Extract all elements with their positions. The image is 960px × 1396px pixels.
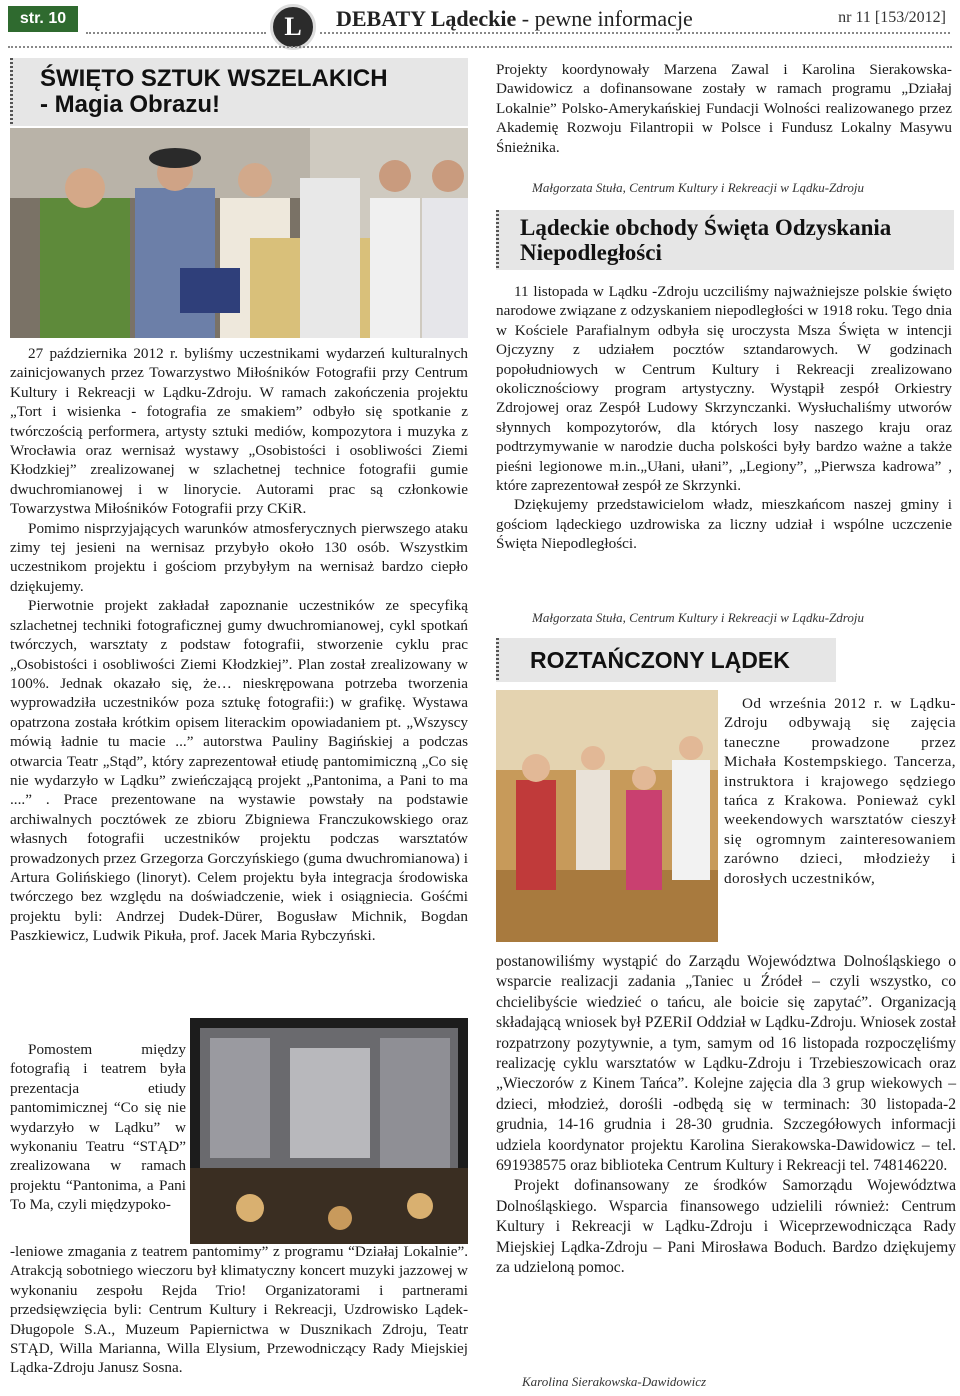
byline: Karolina Sierakowska-Dawidowicz [522, 1374, 707, 1389]
article1-body [10, 344, 468, 946]
article1-side-text [10, 1040, 186, 1215]
article2-title-line1: Lądeckie obchody Święta Odzyskania [520, 215, 892, 240]
byline: Małgorzata Stuła, Centrum Kultury i Rekreacji w Lądku-Zdroju [532, 180, 864, 195]
article1-title-line1: ŚWIĘTO SZTUK WSZELAKICH [40, 65, 388, 92]
right-top-paragraph: Projekty koordynowały Marzena Zawal i Karolina Sierakowska-Dawidowicz a dofinansowane zostały w ramach programu „Działaj Lokalnie” Polsko-Amerykańskiej Fundacji Wolności realizowanego przez Akademię Rozwoju Filantropii w Polsce i Fundusz Lokalny Masywu Śnieżnika. [496, 61, 952, 156]
article1-theatre-photo [190, 1018, 468, 1244]
article3-side-text [724, 694, 956, 888]
article1-closing [10, 1242, 468, 1378]
newspaper-logo: L [270, 4, 316, 50]
issue-number: nr 11 [153/2012] [838, 9, 946, 26]
article1-headline-box [10, 58, 468, 126]
article2-headline-box [496, 210, 954, 270]
article2-paragraph: Dziękujemy przedstawicielom władz, mieszkańcom naszej gminy i gościom lądeckiego uzdrowiska za liczny udział i wspólne uczczenie Święta Niepodległości. [496, 496, 952, 553]
article2-paragraph: 11 listopada w Lądku -Zdroju uczciliśmy najważniejsze polskie święto narodowe związane z odzyskaniem niepodległości w 1918 roku. Tego dnia w Kościele Parafialnym odbyła się uroczysta Msza Święta w intencji Ojczyzny z udziałem pocztów sztandarowych. W godzinach popołudniowych w Centrum Kultury i Rekreacji zrealizowano okolicznościowy program artystyczny. Wystąpił zespół Orkiestry Zdrojowej oraz Zespół Ludowy Skrzynczanki. Wysłuchaliśmy utworów słynnych kompozytorów, dla których losy naszego kraju oraz podtrzymywanie w narodzie ducha polskości były bardzo ważne a także pieśni legionowe m.in.„Ułani, ułani”, „Legiony”, „Pierwsza kadrowa” , które zaprezentował zespół ze Skrzynki. [496, 283, 952, 495]
right-top-text [496, 60, 952, 157]
byline: Małgorzata Stuła, Centrum Kultury i Rekreacji w Lądku-Zdroju [532, 610, 864, 625]
article2-title-line2: Niepodległości [520, 239, 662, 265]
dancing-children-photo-icon [496, 690, 718, 942]
newspaper-tagline: - pewne informacje [516, 6, 693, 31]
article1-paragraph: Pierwotnie projekt zakładał zapoznanie uczestników ze specyfiką szlachetnej techniki fotograficznej gumy dwuchromianowej, cykl spotkań twórczych, warsztaty z podstaw fotografii, stworzenie cyklu prac „Osobistości i osobliwości Ziemi Kłodzkiej”. Plan został zrealizowany w 100%. Jednak okazało się, że… nieskrępowana potrzeba tworzenia wyprowadziła uczestników poza sztukę fotografii:) w grafikę. Wystawa opatrzona została krótkim opisem literackim opowiadaniem pt. „Wszyscy mówią ładnie tu macie ...” autorstwa Pauliny Bagińskiej a podczas otwarcia Teatr „Stąd”, który zaprezentował etiudę pantomimiczną „Co się nie wydarzyło w Lądku” zwieńczającą projekt „Pantonima, a Pani to ma ....” . Prace prezentowane na wystawie powstały na podstawie archiwalnych pocztówek ze zbioru Zbigniewa Franczukowskiego oraz własnych fotografii uczestników projektu podczas warsztatów prowadzonych przez Grzegorza Gorczyńskiego (guma dwuchromianowa) i Artura Golińskiego (linoryt). Celem projektu była integracja środowiska twórczego bez względu na doświadczenie, wiek i osiągniecia. Gośćmi projektu byli: Andrzej Dudek-Dürer, Bogusław Michnik, Bogdan Paszkiewicz, Ludwik Pikuła, prof. Jacek Maria Rybczyński. [10, 597, 468, 945]
newspaper-title [336, 6, 693, 32]
article3-paragraph: postanowiliśmy wystąpić do Zarządu Województwa Dolnośląskiego o wsparcie realizacji zadania „Taniec u Źródeł – czyli wszystko, co chcielibyście wiedzieć o tańcu, ale boicie się zapytać”. Organizacją składającą wniosek był PZERiI Oddział w Lądku-Zdroju. Wniosek został rozpatrzony pozytywnie, a tym, samym od 16 listopada rozpoczęliśmy realizację cyklu warsztatów w Lądku-Zdroju i Trzebieszowicach oraz „Wieczorów z Kinem Tańca”. Kolejne zajęcia dla 3 grup wiekowych – dzieci, młodzież, dorośli -odbędą się w terminach: 30 listopada-2 grudnia, 14-16 grudnia i 28-30 grudnia. Szczegółowych informacji udziela koordynator projektu Karolina Sierakowska-Dawidowicz – tel. 691938575 oraz biblioteka Centrum Kultury i Rekreacji tel. 748146220. [496, 953, 956, 1175]
article1-title-line2: - Magia Obrazu! [40, 91, 221, 119]
article1-side-paragraph: Pomostem między fotografią i teatrem była prezentacja etiudy pantomimicznej “Co się nie wydarzyło w Lądku” w wykonaniu Teatru “STĄD” zrealizowana w ramach projektu “Pantonima, a Pani To Ma, czyli międzypoko- [10, 1041, 186, 1214]
headline-marker [496, 638, 499, 682]
article3-title: ROZTAŃCZONY LĄDEK [530, 647, 790, 673]
article2-body [496, 282, 952, 554]
theatre-photo-icon [190, 1018, 468, 1244]
article3-photo [496, 690, 718, 942]
article1-paragraph: 27 października 2012 r. byliśmy uczestnikami wydarzeń kulturalnych zainicjowanych przez Towarzystwo Miłośników Fotografii przy Centrum Kultury i Rekreacji w Lądku-Zdroju. W ramach zakończenia projektu „Tort i wisienka - fotografia ze smakiem” odbyło się spotkanie z twórczością performera, artysty sztuki mediów, kompozytora i muzyka z Wrocławia oraz wernisaż wystawy „Osobistości i osobliwości Ziemi Kłodzkiej” zrealizowanej w szlachetnej technice fotografii gumie dwuchromianowej i w linorycie. Autorami prac są członkowie Towarzystwa Miłośników Fotografii przy CKiR. [10, 345, 468, 518]
article1-closing-paragraph: -leniowe zmagania z teatrem pantomimy” z programu “Działaj Lokalnie”. Atrakcją sobotniego wieczoru był klimatyczny koncert muzyki jazzowej w wykonaniu zespołu Rejda Trio! Organizatorami i partnerami przedsięwzięcia byli: Centrum Kultury i Rekreacji, Uzdrowisko Lądek-Długopole S.A., Muzeum Papiernictwa w Dusznikach Zdroju, Teatr STĄD, Willa Marianna, Willa Elysium, Przewodniczący Rady Miejskiej Lądka-Zdroju Janusz Sosna. [10, 1243, 468, 1377]
header-divider [320, 32, 950, 34]
people-photo-icon [10, 128, 468, 338]
article2-title [520, 216, 891, 266]
article3-body [496, 952, 956, 1279]
page-number: str. 10 [8, 6, 78, 32]
headline-marker [496, 210, 499, 270]
article3-paragraph: Projekt dofinansowany ze środków Samorządu Województwa Dolnośląskiego. Wsparcia finansowego udzielili również: Centrum Kultury i Rekreacji w Lądku-Zdroju i Wiceprzewodnicząca Rady Miejskiej Lądka-Zdroju – Pani Mirosława Boduch. Bardzo dziękujemy za udzieloną pomoc. [496, 1177, 956, 1277]
article3-side-paragraph: Od września 2012 r. w Lądku-Zdroju odbywają się zajęcia taneczne prowadzone przez Michała Kostempskiego. Tancerza, instruktora i krajowego sędziego tańca z Krakowa. Ponieważ cykl weekendowych warsztatów cieszył się ogromnym zainteresowaniem zarówno dzieci, młodzieży i dorosłych uczestników, [724, 695, 956, 887]
article1-paragraph: Pomimo nisprzyjających warunków atmosferycznych pierwszego ataku zimy tej jesieni na wernisaz przybyło około 130 osób. Wszystkim uczestnikom projektu i gościom przybyłym na wernisaż bardzo ciepło dziękujemy. [10, 519, 468, 595]
newspaper-name: DEBATY Lądeckie [336, 6, 517, 31]
article1-photo [10, 128, 468, 338]
article1-title [40, 66, 388, 119]
article3-headline-box [496, 638, 836, 682]
page-header [0, 0, 960, 40]
header-bottom-divider [8, 46, 952, 48]
header-divider [86, 32, 266, 34]
headline-marker [10, 58, 13, 126]
